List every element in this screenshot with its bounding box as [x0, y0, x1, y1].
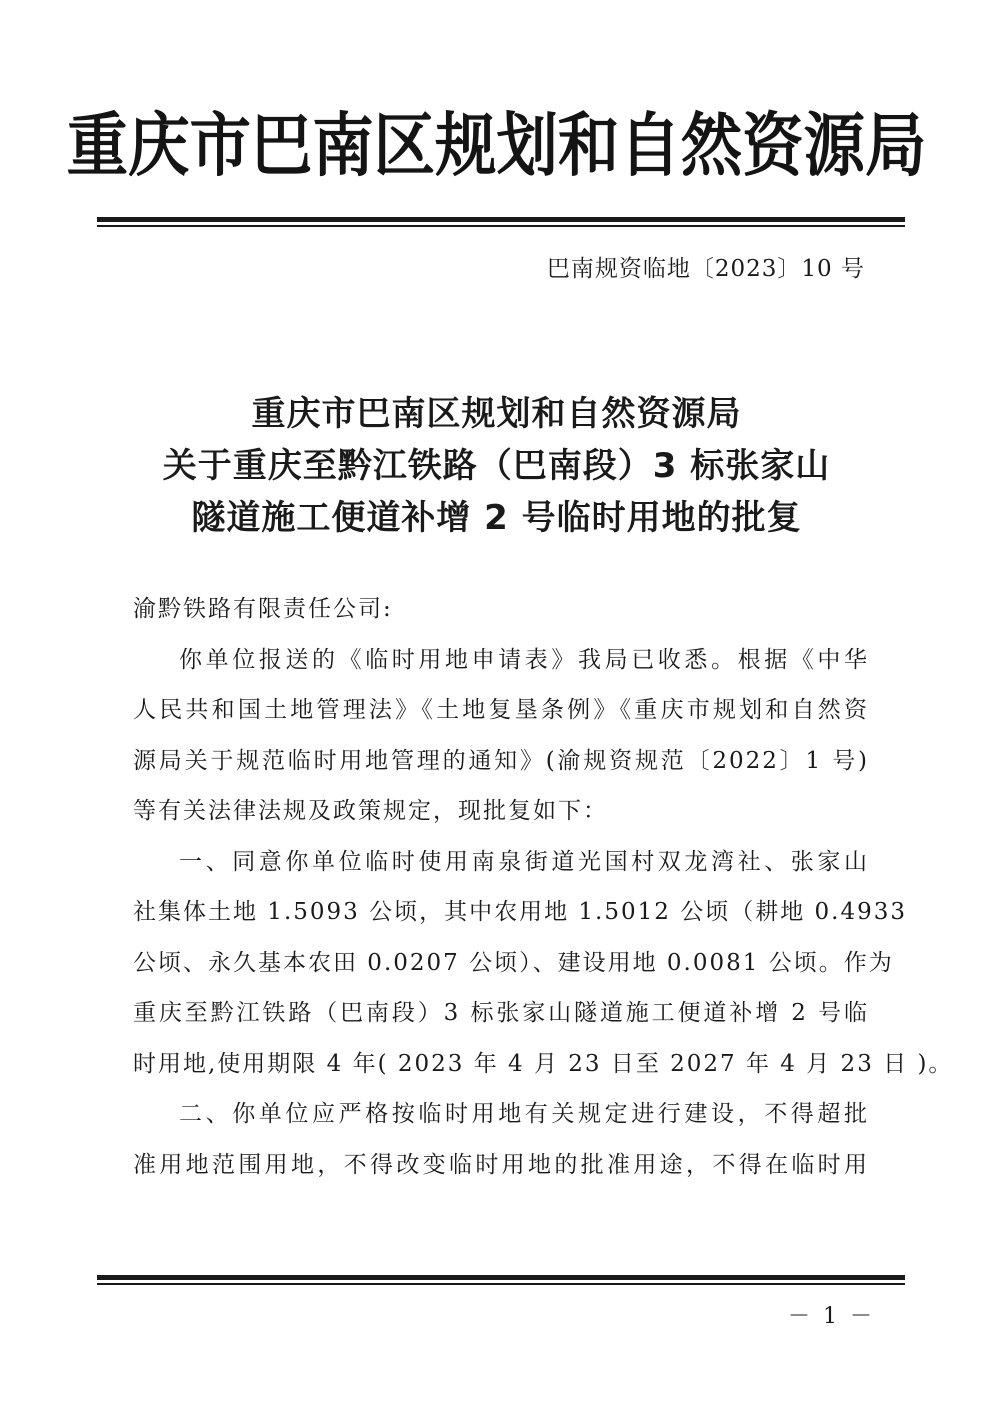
- paragraph-line: 社集体土地 1.5093 公顷，其中农用地 1.5012 公顷（耕地 0.4933: [133, 899, 907, 925]
- paragraph-line: 准用地范围用地，不得改变临时用地的批准用途，不得在临时用: [133, 1151, 869, 1178]
- document-body: [133, 584, 954, 1190]
- paragraph-line: 人民共和国土地管理法》《土地复垦条例》《重庆市规划和自然资: [133, 697, 869, 723]
- document-number: 巴南规资临地〔2023〕10 号: [546, 256, 865, 282]
- paragraph-line: 一、同意你单位临时使用南泉街道光国村双龙湾社、张家山: [179, 848, 869, 875]
- agency-header: 重庆市巴南区规划和自然资源局: [66, 106, 927, 186]
- footer-rule-thin: [97, 1283, 905, 1285]
- document-title: [0, 388, 993, 544]
- footer-rule-thick: [97, 1275, 905, 1280]
- paragraph-line: 你单位报送的《临时用地申请表》我局已收悉。根据《中华: [179, 646, 869, 673]
- paragraph-2: [133, 837, 954, 1090]
- paragraph-line: 公顷、永久基本农田 0.0207 公顷）、建设用地 0.0081 公顷。作为: [133, 949, 894, 976]
- header-rule-thick: [97, 217, 905, 222]
- title-line-2: 关于重庆至黔江铁路（巴南段）3 标张家山: [162, 446, 831, 486]
- paragraph-line: 重庆至黔江铁路（巴南段）3 标张家山隧道施工便道补增 2 号临: [133, 1000, 869, 1026]
- paragraph-line: 等有关法律法规及政策规定，现批复如下：: [133, 798, 608, 824]
- paragraph-1: [133, 635, 869, 837]
- paragraph-line: 二、你单位应严格按临时用地有关规定进行建设，不得超批: [179, 1101, 869, 1127]
- title-line-3: 隧道施工便道补增 2 号临时用地的批复: [191, 498, 802, 538]
- addressee: 渝黔铁路有限责任公司:: [133, 596, 393, 622]
- paragraph-line: 源局关于规范临时用地管理的通知》(渝规资规范〔2022〕1 号): [133, 747, 869, 774]
- page-number: － 1 －: [788, 1304, 875, 1329]
- header-rule-thin: [97, 225, 905, 227]
- title-line-1: 重庆市巴南区规划和自然资源局: [251, 394, 742, 434]
- paragraph-3: [133, 1089, 869, 1190]
- paragraph-line: 时用地,使用期限 4 年( 2023 年 4 月 23 日至 2027 年 4 月 23 日 )。: [133, 1050, 954, 1077]
